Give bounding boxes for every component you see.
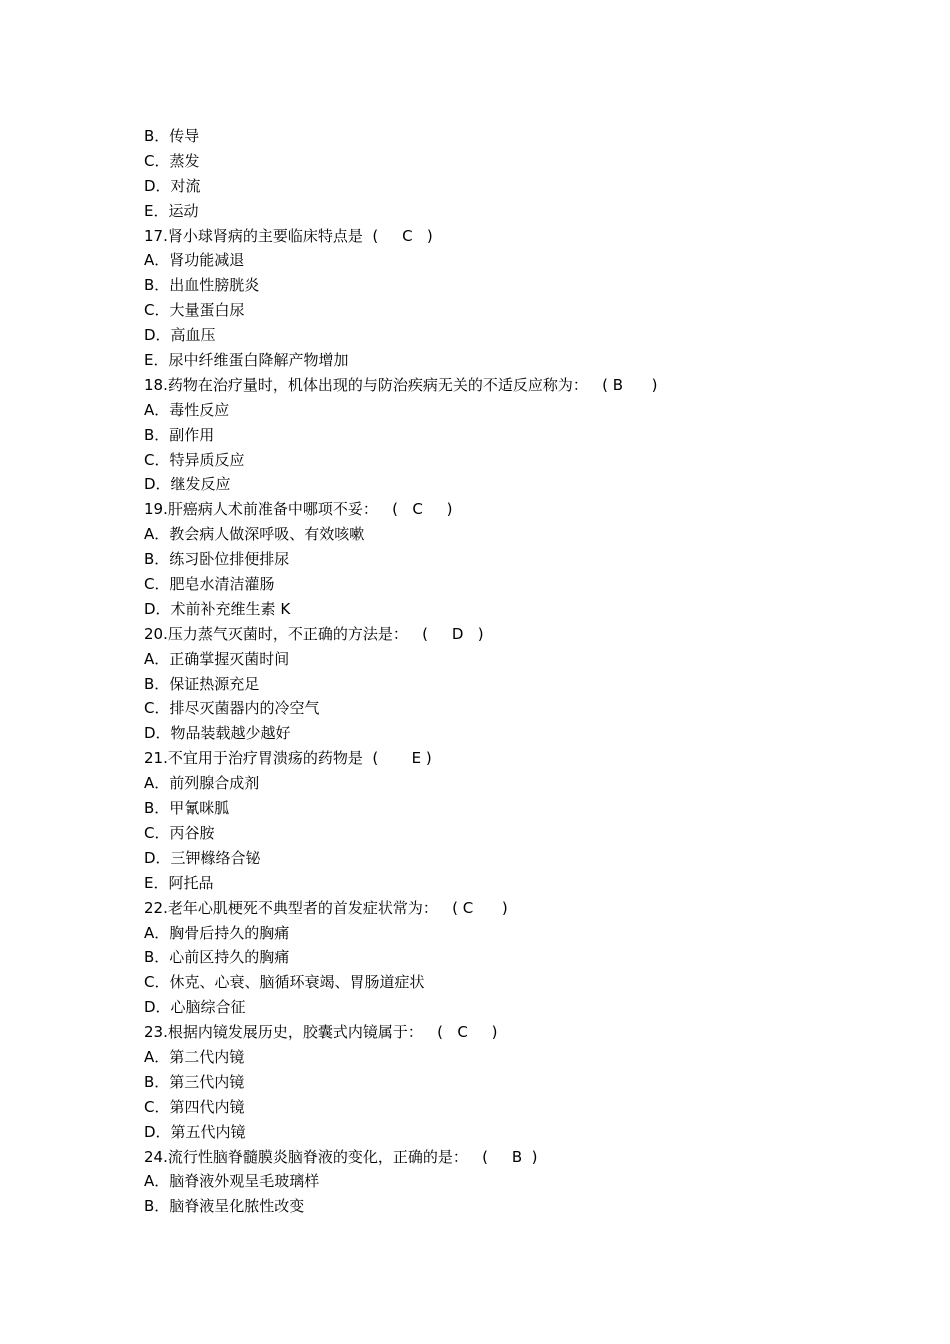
answer-option: D．继发反应 <box>144 475 231 494</box>
answer-option: C．丙谷胺 <box>144 823 215 842</box>
answer-option: D．第五代内镜 <box>144 1122 246 1141</box>
answer-option: A．肾功能减退 <box>144 251 245 270</box>
answer-option: B．保证热源充足 <box>144 674 260 693</box>
answer-option: D．高血压 <box>144 326 216 345</box>
question-18: 18.药物在治疗量时，机体出现的与防治疾病无关的不适反应称为： ( B ) <box>144 375 658 394</box>
answer-option: B．甲氰咪胍 <box>144 799 230 818</box>
answer-option: B．脑脊液呈化脓性改变 <box>144 1197 305 1216</box>
answer-option: A．第二代内镜 <box>144 1047 245 1066</box>
answer-option: A．毒性反应 <box>144 400 230 419</box>
question-17: 17.肾小球肾病的主要临床特点是 ( C ) <box>144 226 433 245</box>
answer-option: A．胸骨后持久的胸痛 <box>144 923 290 942</box>
question-22: 22.老年心肌梗死不典型者的首发症状常为： ( C ) <box>144 898 508 917</box>
answer-option: C．排尽灭菌器内的冷空气 <box>144 699 320 718</box>
answer-option: E．阿托品 <box>144 873 214 892</box>
question-23: 23.根据内镜发展历史，胶囊式内镜属于： ( C ) <box>144 1023 498 1042</box>
answer-option: E．运动 <box>144 201 199 220</box>
answer-option: B．练习卧位排便排尿 <box>144 550 290 569</box>
answer-option: B．副作用 <box>144 425 215 444</box>
answer-option: C．特异质反应 <box>144 450 245 469</box>
answer-option: C．休克、心衰、脑循环衰竭、胃肠道症状 <box>144 973 425 992</box>
answer-option: C．大量蛋白尿 <box>144 301 245 320</box>
answer-option: C．第四代内镜 <box>144 1097 245 1116</box>
answer-option: D．心脑综合征 <box>144 998 246 1017</box>
question-19: 19.肝癌病人术前准备中哪项不妥： ( C ) <box>144 500 453 519</box>
answer-option: E．尿中纤维蛋白降解产物增加 <box>144 351 349 370</box>
question-21: 21.不宜用于治疗胃溃疡的药物是 ( E ) <box>144 749 432 768</box>
question-20: 20.压力蒸气灭菌时，不正确的方法是： ( D ) <box>144 624 484 643</box>
answer-option: A．前列腺合成剂 <box>144 774 260 793</box>
answer-option: D．术前补充维生素 K <box>144 599 291 618</box>
answer-option: D．物品装载越少越好 <box>144 724 291 743</box>
answer-option: A．教会病人做深呼吸、有效咳嗽 <box>144 525 365 544</box>
document-body <box>144 124 844 1219</box>
answer-option: A．脑脊液外观呈毛玻璃样 <box>144 1172 320 1191</box>
question-24: 24.流行性脑脊髓膜炎脑脊液的变化，正确的是： ( B ) <box>144 1147 538 1166</box>
answer-option: B．心前区持久的胸痛 <box>144 948 290 967</box>
answer-option: C．肥皂水清洁灌肠 <box>144 575 275 594</box>
answer-option: D．对流 <box>144 176 201 195</box>
answer-option: B．传导 <box>144 127 200 145</box>
answer-option: B．出血性膀胱炎 <box>144 276 260 295</box>
answer-option: D．三钾橼络合铋 <box>144 848 261 867</box>
answer-option: A．正确掌握灭菌时间 <box>144 649 290 668</box>
answer-option: C．蒸发 <box>144 151 200 170</box>
answer-option: B．第三代内镜 <box>144 1072 245 1091</box>
